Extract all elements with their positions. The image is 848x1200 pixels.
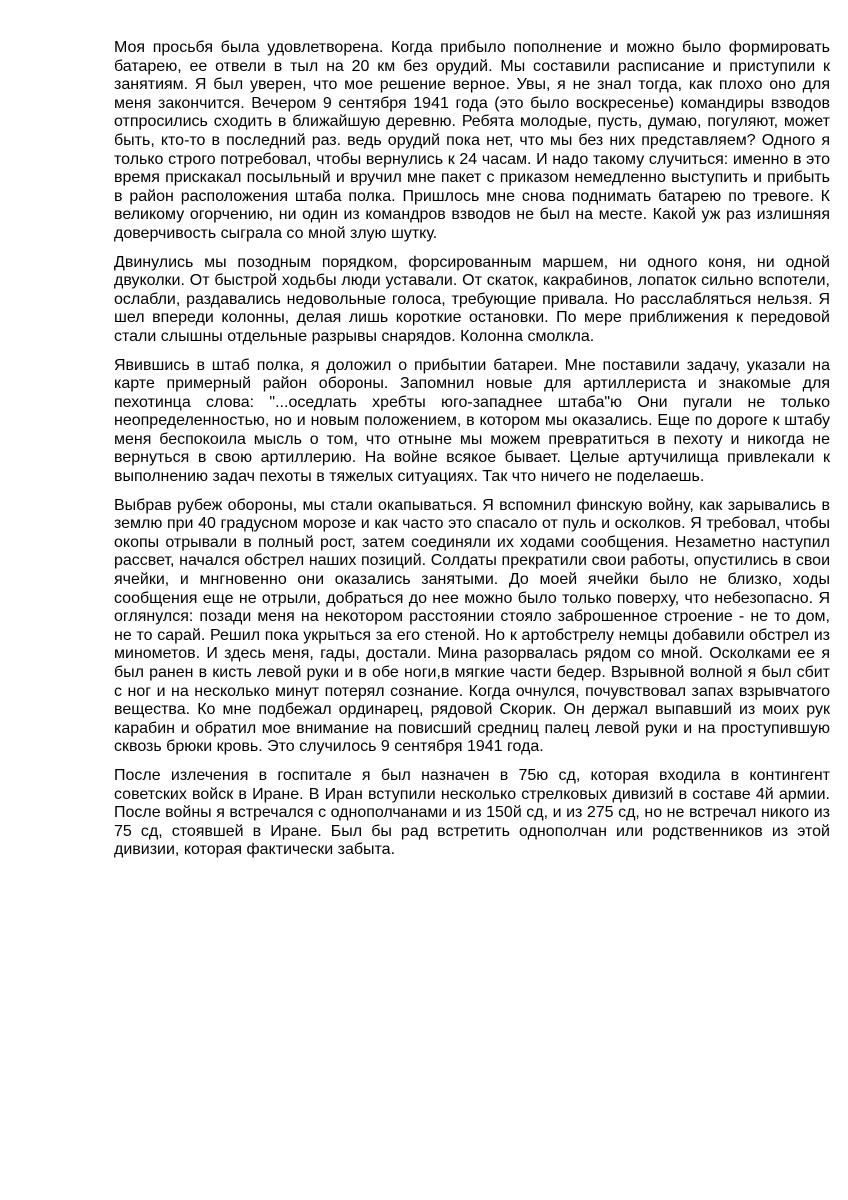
paragraph-2: Двинулись мы позодным порядком, форсированным маршем, ни одного коня, ни одной двуколки. От быстрой ходьбы люди уставали. От скаток, какрабинов, лопаток сильно вспотели, ослабли, раздавались недовольные голоса, требующие привала. Но расслабляться нельзя. Я шел впереди колонны, делая лишь короткие остановки. По мере приближения к передовой стали слышны отдельные разрывы снарядов. Колонна смолкла. — [114, 253, 830, 345]
text-block — [114, 39, 830, 870]
paragraph-3: Явившись в штаб полка, я доложил о прибытии батареи. Мне поставили задачу, указали на карте примерный район обороны. Запомнил новые для артиллериста и знакомые для пехотинца слова: "...оседлать хребты юго-западнее штаба"ю Они пугали не только неопределенностью, но и новым положением, в котором мы оказались. Еще по дороге к штабу меня беспокоила мысль о том, что отныне мы можем превратиться в пехоту и никогда не вернуться в свою артиллерию. На войне всякое бывает. Целые артучилища привлекали к выполнению задач пехоты в тяжелых ситуациях. Так что ничего не поделаешь. — [114, 356, 830, 486]
paragraph-4: Выбрав рубеж обороны, мы стали окапываться. Я вспомнил финскую войну, как зарывались в землю при 40 градусном морозе и как часто это спасало от пуль и осколков. Я требовал, чтобы окопы отрывали в полный рост, затем соединяли их ходами сообщения. Незаметно наступил рассвет, начался обстрел наших позиций. Солдаты прекратили свои работы, опустились в свои ячейки, и мнгновенно они оказались занятыми. До моей ячейки было не близко, ходы сообщения еще не отрыли, добраться до нее можно было только поверху, что небезопасно. Я оглянулся: позади меня на некотором расстоянии стояло заброшенное строение - не то дом, не то сарай. Решил пока укрыться за его стеной. Но к артобстрелу немцы добавили обстрел из минометов. И здесь меня, гады, достали. Мина разорвалась рядом со мной. Осколками ее я был ранен в кисть левой руки и в обе ноги,в мягкие части бедер. Взрывной волной я был сбит с ног и на несколько минут потерял сознание. Когда очнулся, почувствовал запах взрывчатого вещества. Ко мне подбежал ординарец, рядовой Скорик. Он держал выпавший из моих рук карабин и обратил мое внимание на повисший средниц палец левой руки и на проступившую сквозь брюки кровь. Это случилось 9 сентября 1941 года. — [114, 496, 830, 756]
paragraph-1: Моя просьбя была удовлетворена. Когда прибыло пополнение и можно было формировать батарею, ее отвели в тыл на 20 км без орудий. Мы составили расписание и приступили к занятиям. Я был уверен, что мое решение верное. Увы, я не знал тогда, как плохо оно для меня закончится. Вечером 9 сентября 1941 года (это было воскресенье) командиры взводов отпросились сходить в ближайшую деревню. Ребята молодые, пусть, думаю, погуляют, может быть, кто-то в последний раз. ведь орудий пока нет, что мы без них представляем? Одного я только строго потребовал, чтобы вернулись к 24 часам. И надо такому случиться: именно в это время прискакал посыльный и вручил мне пакет с приказом немедленно выступить и прибыть в район расположения штаба полка. Пришлось мне снова поднимать батарею по тревоге. К великому огорчению, ни один из командров взводов не был на месте. Какой уж раз излишняя доверчивость сыграла со мной злую шутку. — [114, 39, 830, 242]
paragraph-5: После излечения в госпитале я был назначен в 75ю сд, которая входила в контингент советских войск в Иране. В Иран вступили несколько стрелковых дивизий в составе 4й армии. После войны я встречался с однополчанами и из 150й сд, и из 275 сд, но не встречал никого из 75 сд, стоявшей в Иране. Был бы рад встретить однополчан или родственников из этой дивизии, которая фактически забыта. — [114, 766, 830, 859]
